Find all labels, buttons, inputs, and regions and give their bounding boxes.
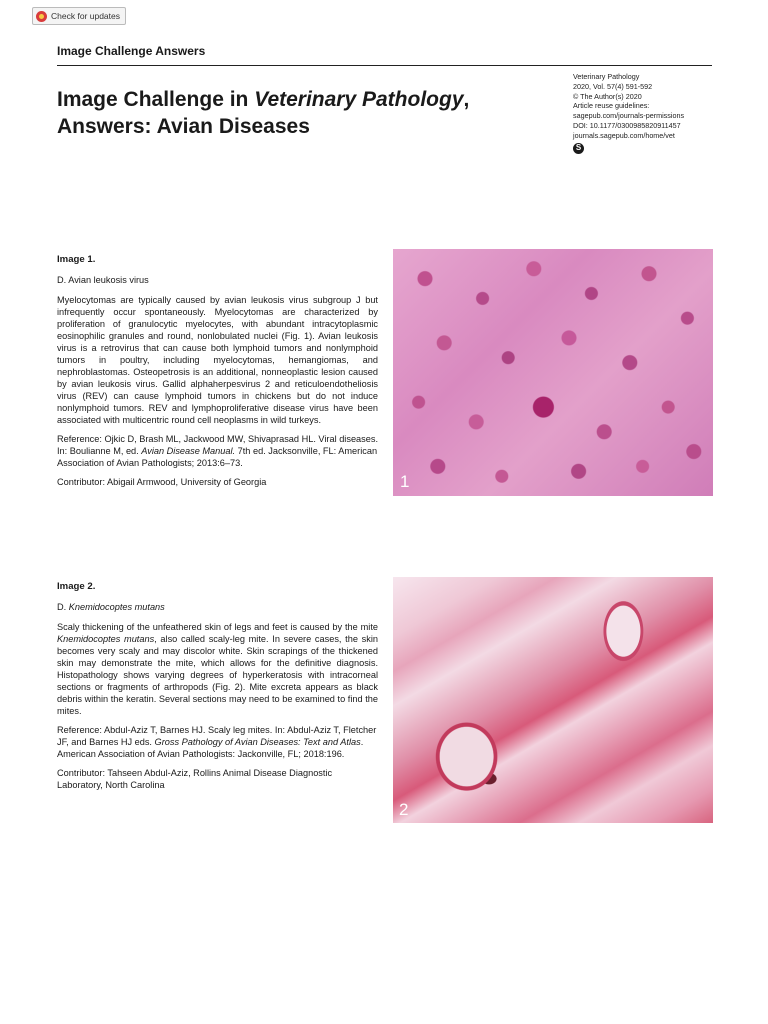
title-journal: Veterinary Pathology bbox=[254, 88, 464, 111]
article-title bbox=[57, 86, 537, 140]
crossmark-icon bbox=[36, 11, 47, 22]
image2-answer-italic: Knemidocoptes mutans bbox=[68, 602, 165, 612]
image1-reference bbox=[57, 433, 378, 469]
image1-reference-a: Reference: Ojkic D, Brash ML, Jackwood MW, Shivaprasad HL. Viral diseases. In: Boulianne M, ed. bbox=[57, 434, 379, 456]
figure-1-micrograph bbox=[393, 249, 713, 496]
image1-body: Myelocytomas are typically caused by avian leukosis virus subgroup J but infrequently occur spontaneously. Myelocytomas are characterized by proliferation of granulocytic myelocytes, with abundant intracytoplasmic eosinophilic granules and round, nonlobulated nuclei (Fig. 1). Avian leukosis virus is a retrovirus that can cause both lymphoid tumors and nonlymphoid tumors in poultry, including myelocytomas, hemangiomas, and nephroblastomas. Osteopetrosis is an additional, nonneoplastic lesion caused by avian leukosis virus. Gallid alphaherpesvirus 2 and reticuloendotheliosis virus (REV) can cause lymphoid tumors in chickens but do not induce nonlymphoid tumors. REV and lymphoproliferative disease virus have been associated with multicentric round cell neoplasms in wild turkeys. bbox=[57, 295, 378, 425]
image2-section bbox=[57, 581, 378, 798]
journal-info bbox=[573, 72, 713, 154]
check-for-updates-badge[interactable] bbox=[32, 7, 126, 25]
check-for-updates-label: Check for updates bbox=[51, 11, 120, 21]
image1-reference-italic: Avian Disease Manual. bbox=[141, 446, 236, 456]
section-header: Image Challenge Answers bbox=[57, 44, 206, 58]
journal-home: journals.sagepub.com/home/vet bbox=[573, 130, 675, 140]
title-part2: , bbox=[463, 88, 470, 111]
figure-2-micrograph bbox=[393, 577, 713, 823]
title-part1: Image Challenge in bbox=[57, 88, 255, 111]
sage-logo-icon: S bbox=[573, 143, 584, 154]
image2-reference bbox=[57, 724, 378, 760]
image1-contributor: Contributor: Abigail Armwood, University of Georgia bbox=[57, 477, 267, 487]
journal-doi: DOI: 10.1177/0300985820911457 bbox=[573, 120, 681, 130]
image1-reference-b: 7th ed. Jacksonville, FL: American Association of Avian Pathologists; 2013:6–73. bbox=[57, 446, 378, 468]
header-divider bbox=[57, 65, 712, 66]
journal-name: Veterinary Pathology bbox=[573, 72, 640, 81]
image1-heading: Image 1. bbox=[57, 254, 96, 265]
image2-answer-prefix: D. bbox=[57, 602, 69, 612]
figure-2-number: 2 bbox=[399, 800, 409, 819]
journal-reuse: Article reuse guidelines: bbox=[573, 101, 650, 111]
image1-answer: D. Avian leukosis virus bbox=[57, 275, 149, 285]
image2-heading: Image 2. bbox=[57, 581, 96, 592]
image2-reference-a: Reference: Abdul-Aziz T, Barnes HJ. Scaly leg mites. In: Abdul-Aziz T, Fletcher JF, and Barnes HJ eds. bbox=[57, 725, 377, 747]
image2-answer bbox=[57, 601, 378, 613]
figure-1-number: 1 bbox=[400, 472, 410, 491]
image2-body bbox=[57, 621, 378, 717]
image2-contributor: Contributor: Tahseen Abdul-Aziz, Rollins Animal Disease Diagnostic Laboratory, North Carolina bbox=[57, 768, 333, 790]
image2-body-italic: Knemidocoptes mutans bbox=[57, 634, 155, 644]
title-line2: Answers: Avian Diseases bbox=[57, 115, 310, 138]
image2-reference-b: . American Association of Avian Pathologists: Jackonville, FL; 2018:196. bbox=[57, 737, 364, 759]
image2-body-a: Scaly thickening of the unfeathered skin of legs and feet is caused by the mite bbox=[57, 622, 378, 632]
image2-body-b: , also called scaly-leg mite. In severe cases, the skin becomes very scaly and may discolor white. Skin scrapings of the thickened skin may demonstrate the mite, which allows for the definitive diagnosis. Histopathology shows varying degrees of hyperkeratosis with intracorneal sections or fragments of arthropods (Fig. 2). Mite excreta appears as black debris within the keratin. Several sections may need to be examined to find the mites. bbox=[57, 634, 378, 716]
image2-reference-italic: Gross Pathology of Avian Diseases: Text and Atlas bbox=[154, 737, 361, 747]
journal-reuse-url: sagepub.com/journals-permissions bbox=[573, 111, 685, 121]
journal-copyright: © The Author(s) 2020 bbox=[573, 91, 642, 101]
journal-volume: 2020, Vol. 57(4) 591-592 bbox=[573, 81, 653, 91]
image1-section bbox=[57, 254, 378, 495]
